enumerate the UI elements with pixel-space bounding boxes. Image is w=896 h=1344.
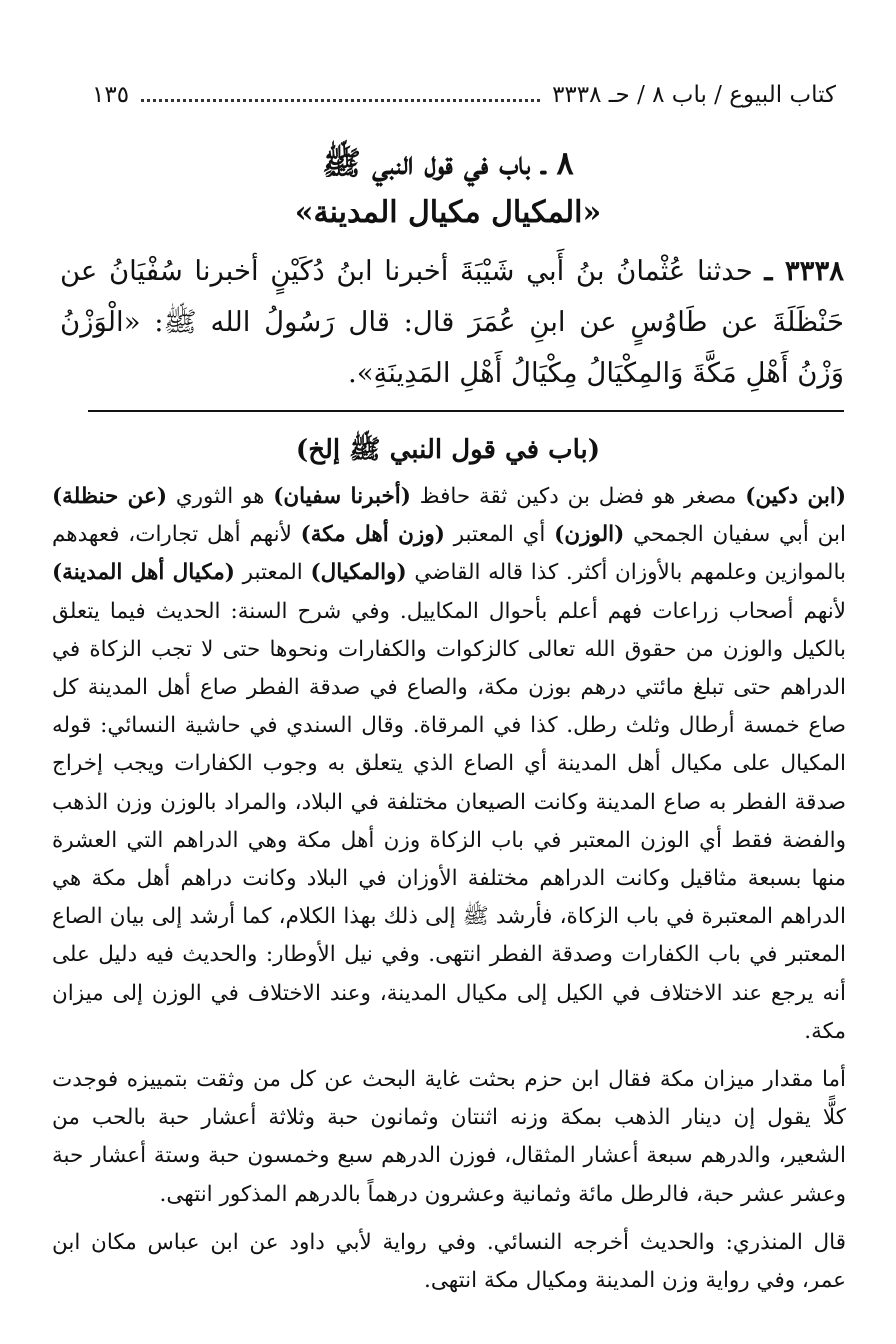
running-header xyxy=(92,78,836,112)
commentary-heading: (باب في قول النبي ﷺ إلخ) xyxy=(295,435,601,465)
section-divider xyxy=(88,410,844,412)
chapter-title: ٨ ـ باب في قول النبي ﷺ xyxy=(322,144,574,182)
hadith-text xyxy=(60,246,844,399)
gloss: ابن أبي سفيان الجمحي xyxy=(624,522,846,548)
commentary-paragraph-1 xyxy=(52,478,846,1051)
lemma: (مكيال أهل المدينة) xyxy=(52,560,235,586)
commentary-paragraph-2: أما مقدار ميزان مكة فقال ابن حزم بحثت غاية البحث عن كل من وثقت بتمييزه فوجدت كلًّا يقول إن دينار الذهب بمكة وزنه اثنتان وثمانون حبة وثلاثة أعشار حبة بالحب من الشعير، والدرهم سبعة أعشار المثقال، فوزن الدرهم سبع وخمسون حبة وستة أعشار حبة وعشر عشر حبة، فالرطل مائة وثمانية وعشرون درهماً بالدرهم المذكور انتهى. xyxy=(52,1067,846,1207)
hadith-body: حدثنا عُثْمانُ بنُ أَبي شَيْبَةَ أخبرنا ابنُ دُكَيْنٍ أخبرنا سُفْيَانُ عن حَنْظَلَةَ عن طَاوُسٍ عن ابنِ عُمَرَ قال: قال رَسُولُ الله ﷺ: «الْوَزْنُ وَزْنُ أَهْلِ مَكَّةَ وَالمِكْيَالُ مِكْيَالُ أَهْلِ المَدِينَةِ». xyxy=(60,255,844,389)
gloss: هو الثوري xyxy=(167,484,274,509)
chapter-subtitle: «المكيال مكيال المدينة» xyxy=(294,195,602,230)
gloss: مصغر هو فضل بن دكين ثقة حافظ xyxy=(410,484,746,509)
lemma: (الوزن) xyxy=(554,522,625,548)
gloss: أي المعتبر xyxy=(444,522,555,548)
gloss: المعتبر xyxy=(234,560,311,586)
lemma: (وزن أهل مكة) xyxy=(300,522,445,548)
page-number: ١٣٥ xyxy=(92,82,130,108)
lemma: (عن حنظلة) xyxy=(52,484,168,509)
hadith-number: ٣٣٣٨ ـ xyxy=(764,255,844,287)
running-title: كتاب البيوع / باب ٨ / حـ ٣٣٣٨ xyxy=(552,82,836,108)
lemma: (أخبرنا سفيان) xyxy=(273,484,411,509)
lemma: (والمكيال) xyxy=(310,560,407,586)
leader-dots xyxy=(141,99,540,102)
gloss: لأنهم أصحاب زراعات فهم أعلم بأحوال المكاييل. وفي شرح السنة: الحديث فيما يتعلق بالكيل والوزن من حقوق الله تعالى كالزكوات والكفارات ونحوها حتى لا تجب الزكاة في الدراهم حتى تبلغ مائتي درهم بوزن مكة، والصاع في صدقة الفطر صاع أهل المدينة كل صاع خمسة أرطال وثلث رطل. كذا في المرقاة. وقال السندي في حاشية النسائي: قوله المكيال على مكيال أهل المدينة أي الصاع الذي يتعلق به وجوب الكفارات ويجب إخراج صدقة الفطر به صاع المدينة وكانت الصيعان مختلفة في البلاد، والمراد بالوزن وزن الذهب والفضة فقط أي الوزن المعتبر في باب الزكاة وزن أهل مكة وهي الدراهم التي العشرة منها بسبعة مثاقيل وكانت الدراهم مختلفة الأوزان في البلاد وكانت دراهم أهل مكة هي الدراهم المعتبرة في باب الزكاة، فأرشد ﷺ إلى ذلك بهذا الكلام، كما أرشد إلى بيان الصاع المعتبر في باب الكفارات وصدقة الفطر انتهى. وفي نيل الأوطار: والحديث فيه دليل على أنه يرجع عند الاختلاف في الكيل إلى مكيال المدينة، وعند الاختلاف في الوزن إلى ميزان مكة. xyxy=(52,598,846,1044)
gloss: لأنهم أهل تجارات، فعهدهم بالموازين وعلمهم بالأوزان أكثر. كذا قاله القاضي xyxy=(52,522,846,586)
commentary xyxy=(52,478,846,1300)
lemma: (ابن دكين) xyxy=(745,484,846,509)
commentary-paragraph-3: قال المنذري: والحديث أخرجه النسائي. وفي رواية لأبي داود عن ابن عباس مكان ابن عمر، وفي رواية وزن المدينة ومكيال مكة انتهى. xyxy=(52,1229,846,1294)
chapter-heading xyxy=(60,138,836,238)
